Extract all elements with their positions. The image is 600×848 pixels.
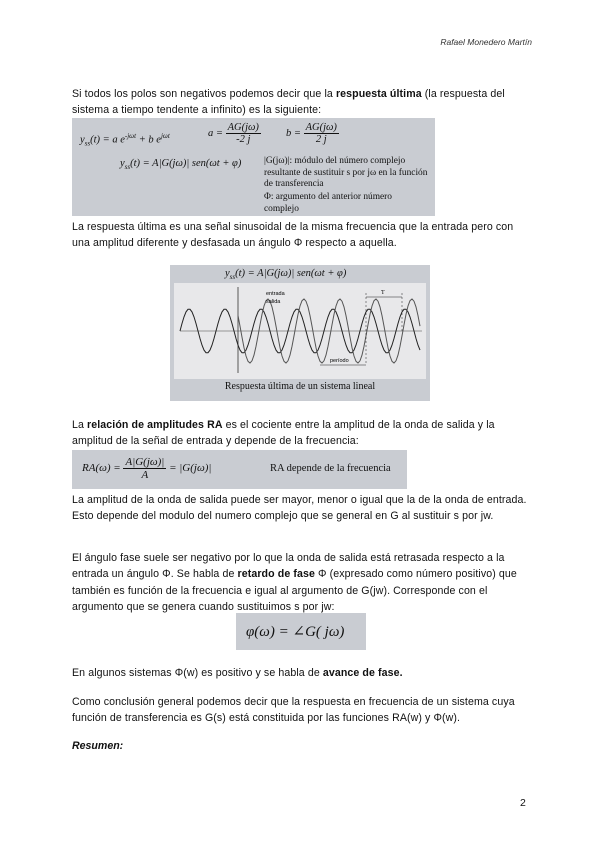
paragraph-ultimate-response-intro: Si todos los polos son negativos podemos decir que la respuesta última (la respuesta del sistema a tiempo tendente a infinito) es la siguiente: <box>72 88 505 117</box>
paragraph-amplitude-comparison: La amplitud de la onda de salida puede ser mayor, menor o igual que la de la onda de entrada. Esto depende del modulo del numero complejo que se general en G al sustituir s por jw. <box>72 494 527 523</box>
equation-yss-exponential: $y_{ss}(t) = a$ $e^{-j\omega t} + b$ $e^{j\omega t}$ <box>80 132 170 148</box>
equation-phase: φ(ω) = ∠G( jω) <box>246 624 345 640</box>
bold-term-retardo-fase: retardo de fase <box>237 568 315 581</box>
paragraph-conclusion: Como conclusión general podemos decir que la respuesta en frecuencia de un sistema cuya función de transferencia es G(s) está constituida por las funciones RA(w) y Φ(w). <box>72 696 515 725</box>
bold-term-respuesta-ultima: respuesta última <box>335 88 422 100</box>
paragraph-amplitude-ratio: La relación de amplitudes RA es el cociente entre la amplitud de la onda de salida y la amplitud de la señal de entrada y depende de la frecuencia: <box>72 419 495 448</box>
bold-term-ra: relación de amplitudes RA <box>87 419 223 431</box>
label-output: salida <box>266 299 281 305</box>
note-argument-definition: Φ: argumento del anterior número complejo <box>264 192 392 214</box>
paragraph-phase-advance: En algunos sistemas Φ(w) es positivo y se habla de avance de fase. <box>72 667 403 679</box>
author-header: Rafael Monedero Martín <box>440 37 532 47</box>
figure-equation: $y_{ss}(t) = A|G(j\omega)|$ sen(ωt + φ) <box>225 268 347 282</box>
equation-box-steady-state <box>72 118 435 216</box>
note-modulus-definition: |G(jω)|: módulo del número complejo resultante de sustituir s por jω en la función de transferencia <box>264 156 428 190</box>
figure-wave-plot <box>170 265 430 381</box>
section-heading-resumen: Resumen: <box>72 740 124 752</box>
paragraph-phase-delay: El ángulo fase suele ser negativo por lo que la onda de salida está retrasada respecto a la entrada un ángulo Φ. Se habla de retardo de fase Φ (expresado como número positivo) que también es función de la frecuencia e igual al argumento de G(jw). Corresponde con el argumento que se genera cuando sustituimos s por jw: <box>72 552 517 614</box>
equation-box-amplitude-ratio <box>72 450 407 489</box>
equation-ra: RA(ω) = $\frac{A|G(j\omega)|}{A}$ = |G(jω)| <box>82 456 212 481</box>
paragraph-ultimate-response-description: La respuesta última es una señal sinusoidal de la misma frecuencia que la entrada pero con una amplitud diferente y desfasada un ángulo Φ respecto a aquella. <box>72 221 514 250</box>
equation-yss-sinusoidal: $y_{ss}(t) = A|G(j\omega)|$ sen(ωt + φ) <box>120 158 242 172</box>
note-ra-frequency: RA depende de la frecuencia <box>270 463 391 474</box>
equation-coefficient-b: b = $\frac{AG(j\omega)}{2 j}$ <box>286 122 337 145</box>
label-period: período <box>330 358 349 364</box>
label-T: T <box>381 290 385 296</box>
equation-coefficient-a: a = $\frac{AG(j\omega)}{-2 j}$ <box>208 122 259 145</box>
figure-caption: Respuesta última de un sistema lineal <box>224 381 376 392</box>
equation-box-phase <box>236 613 366 650</box>
bold-term-avance-fase: avance de fase. <box>322 667 403 679</box>
page-number: 2 <box>520 797 526 809</box>
figure-ultimate-response <box>170 265 430 401</box>
label-input: entrada <box>266 291 285 297</box>
